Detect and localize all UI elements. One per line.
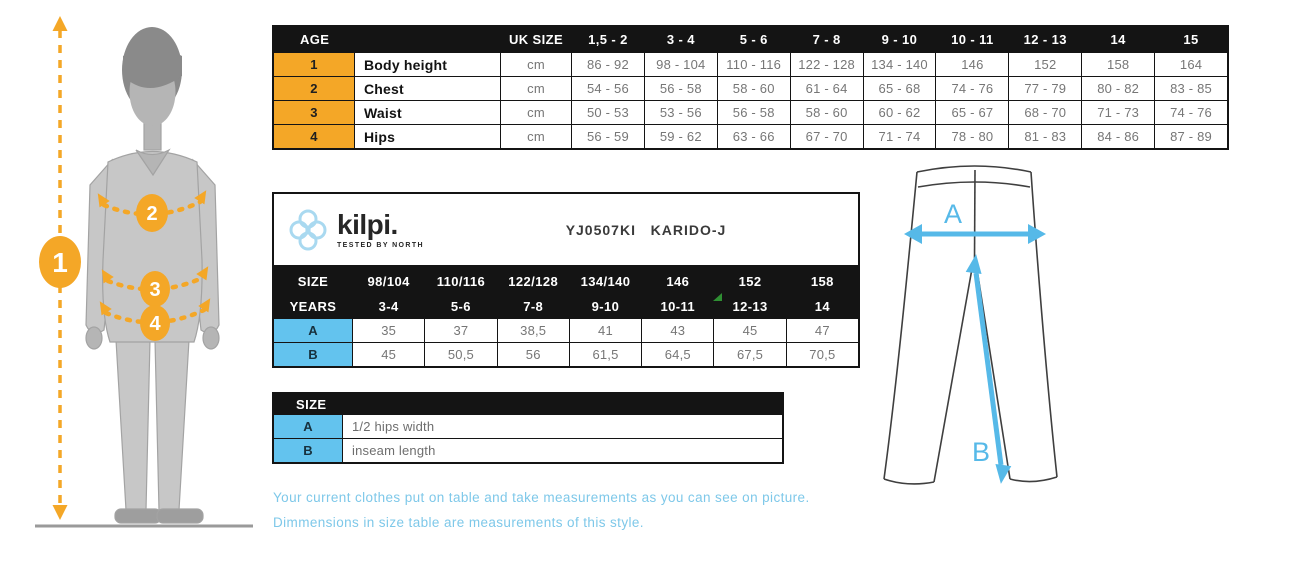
value-cell: 86 - 92 [572,53,644,76]
value-cell: 45 [353,343,424,366]
value-cell: 152 [1009,53,1081,76]
value-cell: 84 - 86 [1082,125,1154,148]
row-a-label: A [274,319,352,342]
value-cell: 58 - 60 [718,77,790,100]
size-value: 110/116 [425,269,496,293]
value-cell: 134 - 140 [864,53,936,76]
years-row-header: YEARS [274,294,352,318]
label-a: A [944,199,963,229]
row-label: Body height [355,53,500,76]
row-number: 4 [274,125,354,148]
size-col-header: 7 - 8 [791,27,863,52]
uk-size-header: UK SIZE [501,27,571,52]
value-cell: 87 - 89 [1155,125,1227,148]
value-cell: 158 [1082,53,1154,76]
product-size-table [272,267,860,368]
measurement-notes [273,490,810,540]
value-cell: 67,5 [714,343,785,366]
size-value: 98/104 [353,269,424,293]
measure-legend-table [272,392,784,464]
value-cell: 47 [787,319,858,342]
legend-b-label: B [274,439,342,462]
body-measurement-figure [20,10,265,540]
row-number: 1 [274,53,354,76]
size-value: 122/128 [498,269,569,293]
value-cell: 74 - 76 [1155,101,1227,124]
size-col-header: 10 - 11 [936,27,1008,52]
legend-a-label: A [274,415,342,438]
product-code: YJ0507KI KARIDO-J [565,221,727,238]
years-value: 9-10 [570,294,641,318]
row-label: Waist [355,101,500,124]
value-cell: 81 - 83 [1009,125,1081,148]
value-cell: 80 - 82 [1082,77,1154,100]
value-cell: 74 - 76 [936,77,1008,100]
size-value: 146 [642,269,713,293]
value-cell: 41 [570,319,641,342]
age-size-table [272,25,1229,150]
value-cell: 50,5 [425,343,496,366]
size-col-header: 3 - 4 [645,27,717,52]
row-unit: cm [501,53,571,76]
years-value: 3-4 [353,294,424,318]
value-cell: 60 - 62 [864,101,936,124]
value-cell: 45 [714,319,785,342]
measure-b-arrow [966,253,1012,485]
size-col-header: 14 [1082,27,1154,52]
marker-3: 3 [149,279,161,301]
legend-b-desc: inseam length [343,439,782,462]
pants-diagram [860,155,1090,495]
size-col-header: 15 [1155,27,1227,52]
row-label: Hips [355,125,500,148]
value-cell: 43 [642,319,713,342]
value-cell: 64,5 [642,343,713,366]
note-line-2: Dimmensions in size table are measurements of this style. [273,515,644,530]
value-cell: 67 - 70 [791,125,863,148]
value-cell: 59 - 62 [645,125,717,148]
size-col-header: 12 - 13 [1009,27,1081,52]
value-cell: 83 - 85 [1155,77,1227,100]
age-header: AGE [274,27,500,52]
brand-name: kilpi. [337,208,398,240]
label-b: B [972,437,991,467]
value-cell: 71 - 74 [864,125,936,148]
value-cell: 164 [1155,53,1227,76]
row-unit: cm [501,101,571,124]
pants-outline [884,166,1057,484]
row-label: Chest [355,77,500,100]
value-cell: 56 - 59 [572,125,644,148]
row-number: 3 [274,101,354,124]
marker-1: 1 [52,247,68,278]
size-value: 134/140 [570,269,641,293]
marker-4: 4 [149,313,161,335]
years-value: 12-13 [714,294,785,318]
value-cell: 65 - 68 [864,77,936,100]
size-col-header: 1,5 - 2 [572,27,644,52]
brand-product-box [272,192,860,267]
value-cell: 35 [353,319,424,342]
years-value: 5-6 [425,294,496,318]
value-cell: 61 - 64 [791,77,863,100]
value-cell: 53 - 56 [645,101,717,124]
years-value: 7-8 [498,294,569,318]
brand-tagline: TESTED BY NORTH [337,241,424,249]
value-cell: 65 - 67 [936,101,1008,124]
value-cell: 56 - 58 [645,77,717,100]
kilpi-knot-icon [286,206,330,254]
years-value: 10-11 [642,294,713,318]
value-cell: 146 [936,53,1008,76]
value-cell: 38,5 [498,319,569,342]
row-number: 2 [274,77,354,100]
value-cell: 110 - 116 [718,53,790,76]
value-cell: 56 - 58 [718,101,790,124]
kilpi-wordmark [337,208,424,249]
size-value: 152 [714,269,785,293]
value-cell: 77 - 79 [1009,77,1081,100]
size-col-header: 5 - 6 [718,27,790,52]
value-cell: 71 - 73 [1082,101,1154,124]
value-cell: 50 - 53 [572,101,644,124]
legend-a-desc: 1/2 hips width [343,415,782,438]
value-cell: 63 - 66 [718,125,790,148]
value-cell: 70,5 [787,343,858,366]
row-unit: cm [501,77,571,100]
size-value: 158 [787,269,858,293]
row-b-label: B [274,343,352,366]
value-cell: 78 - 80 [936,125,1008,148]
size-row-header: SIZE [274,269,352,293]
value-cell: 37 [425,319,496,342]
value-cell: 54 - 56 [572,77,644,100]
value-cell: 68 - 70 [1009,101,1081,124]
years-value: 14 [787,294,858,318]
marker-2: 2 [146,203,158,225]
kilpi-logo [286,194,424,265]
value-cell: 98 - 104 [645,53,717,76]
value-cell: 58 - 60 [791,101,863,124]
note-line-1: Your current clothes put on table and take measurements as you can see on picture. [273,490,810,505]
legend-header: SIZE [274,394,782,414]
value-cell: 61,5 [570,343,641,366]
value-cell: 56 [498,343,569,366]
row-unit: cm [501,125,571,148]
size-col-header: 9 - 10 [864,27,936,52]
value-cell: 122 - 128 [791,53,863,76]
